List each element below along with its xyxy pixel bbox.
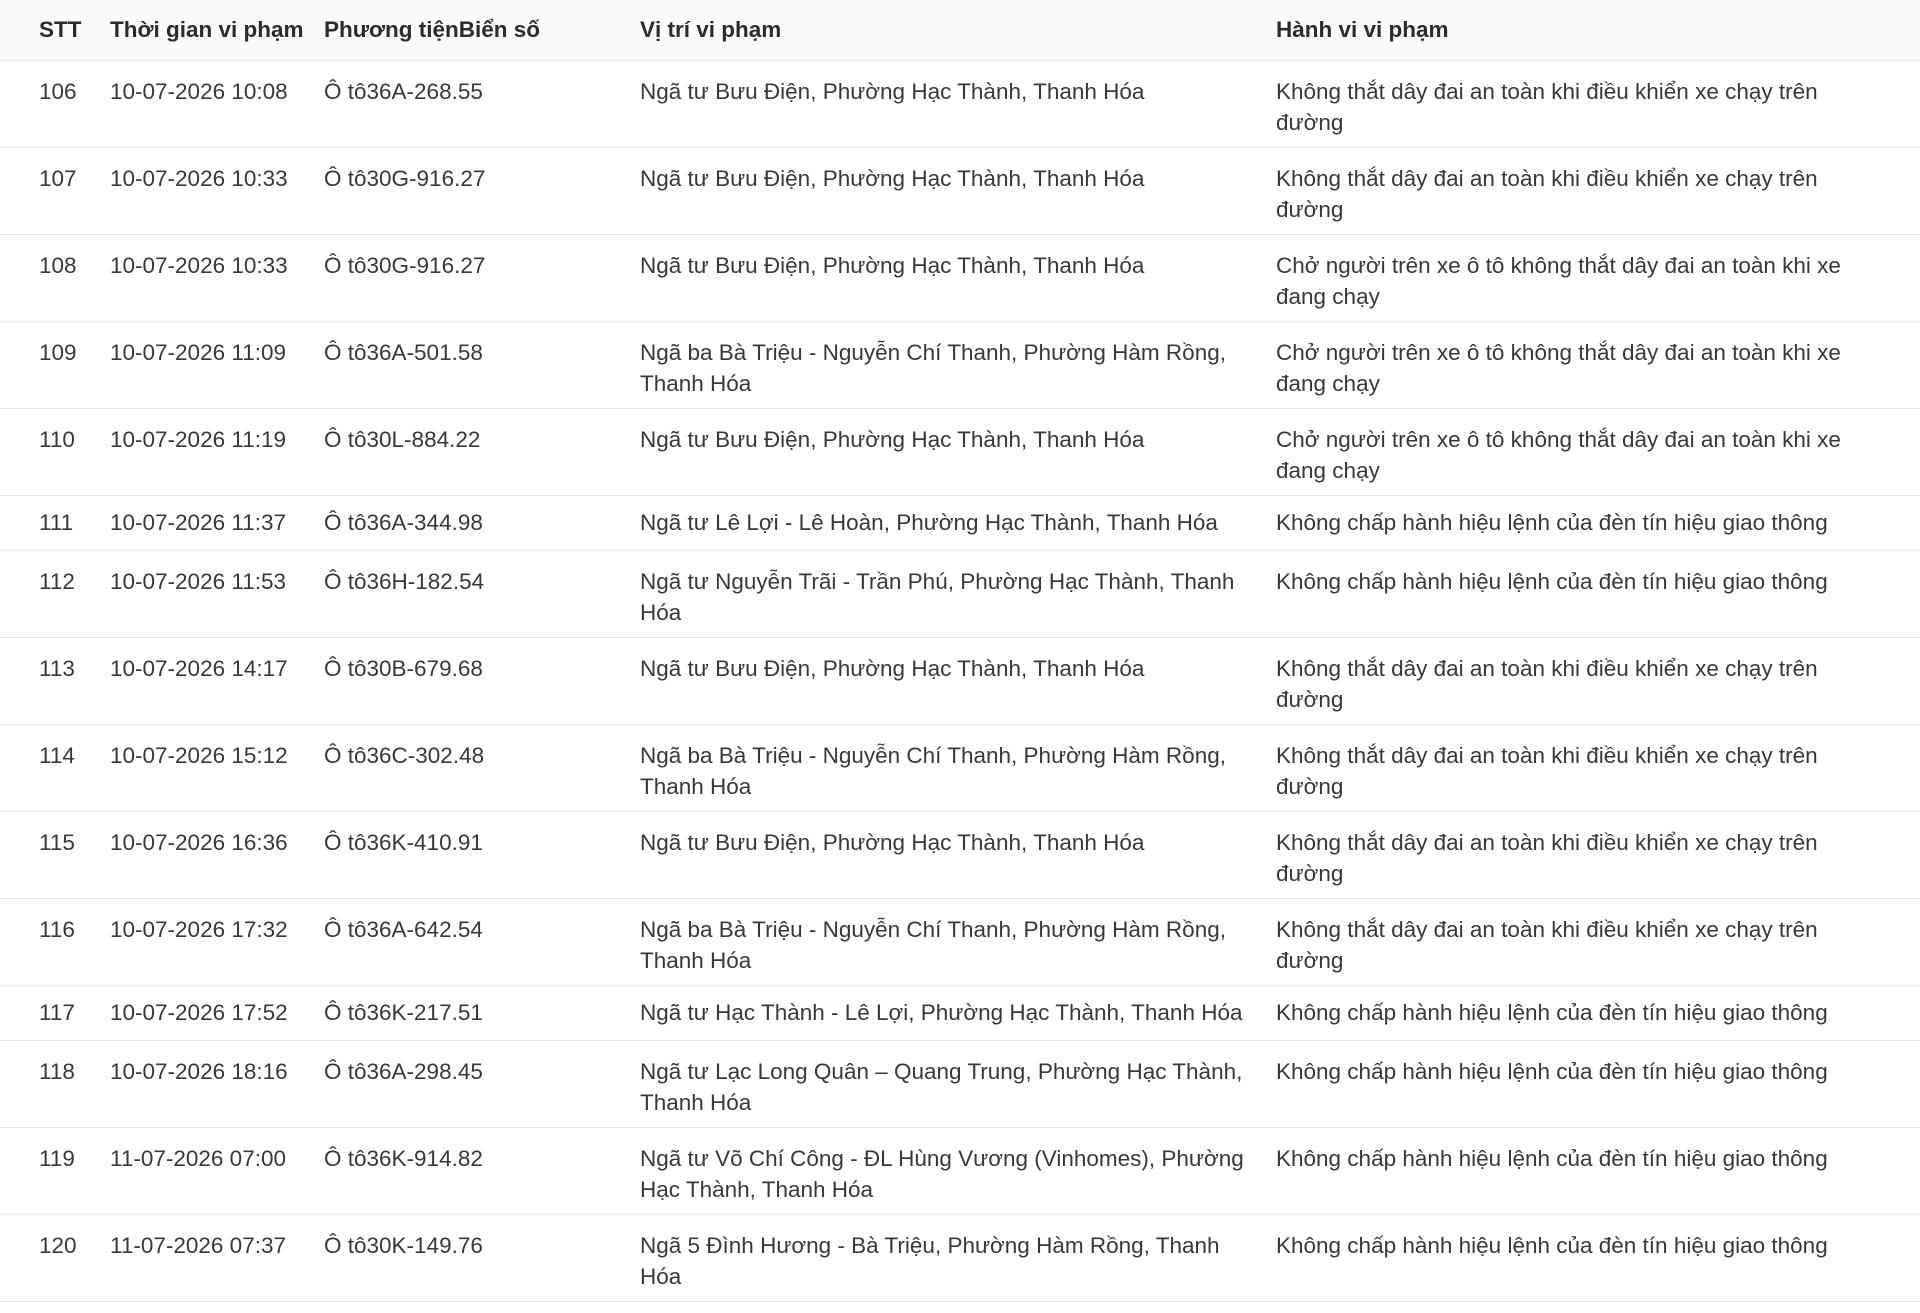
cell-vehicle: Ô tô36A-642.54 <box>324 916 483 942</box>
cell-time: 10-07-2026 10:33 <box>110 252 288 278</box>
cell-violation: Chở người trên xe ô tô không thắt dây đai an toàn khi xe đang chạy <box>1276 339 1841 396</box>
cell-stt: 109 <box>39 339 77 365</box>
cell-stt: 115 <box>39 829 75 855</box>
cell-time: 10-07-2026 15:12 <box>110 742 288 768</box>
table-header <box>0 0 1920 60</box>
cell-vehicle: Ô tô36A-298.45 <box>324 1058 483 1084</box>
table-row[interactable] <box>0 898 1920 985</box>
cell-location: Ngã tư Lạc Long Quân – Quang Trung, Phường Hạc Thành, Thanh Hóa <box>640 1058 1243 1115</box>
cell-violation: Không thắt dây đai an toàn khi điều khiển xe chạy trên đường <box>1276 829 1818 886</box>
cell-stt: 112 <box>39 568 75 594</box>
table-row[interactable] <box>0 811 1920 898</box>
cell-location: Ngã tư Bưu Điện, Phường Hạc Thành, Thanh Hóa <box>640 252 1145 278</box>
cell-vehicle: Ô tô30G-916.27 <box>324 165 486 191</box>
cell-vehicle: Ô tô30L-884.22 <box>324 426 481 452</box>
cell-violation: Chở người trên xe ô tô không thắt dây đai an toàn khi xe đang chạy <box>1276 252 1841 309</box>
cell-stt: 119 <box>39 1145 75 1171</box>
cell-location: Ngã tư Bưu Điện, Phường Hạc Thành, Thanh Hóa <box>640 78 1145 104</box>
cell-location: Ngã tư Bưu Điện, Phường Hạc Thành, Thanh Hóa <box>640 426 1145 452</box>
table-row[interactable] <box>0 321 1920 408</box>
cell-violation: Chở người trên xe ô tô không thắt dây đai an toàn khi xe đang chạy <box>1276 426 1841 483</box>
cell-violation: Không chấp hành hiệu lệnh của đèn tín hiệu giao thông <box>1276 568 1828 594</box>
table-row[interactable] <box>0 408 1920 495</box>
cell-violation: Không chấp hành hiệu lệnh của đèn tín hiệu giao thông <box>1276 999 1828 1025</box>
cell-time: 10-07-2026 11:19 <box>110 426 286 452</box>
table-body <box>0 60 1920 1301</box>
cell-location: Ngã tư Võ Chí Công - ĐL Hùng Vương (Vinhomes), Phường Hạc Thành, Thanh Hóa <box>640 1145 1244 1202</box>
table-row[interactable] <box>0 550 1920 637</box>
cell-time: 10-07-2026 11:37 <box>110 509 286 535</box>
cell-vehicle: Ô tô30G-916.27 <box>324 252 486 278</box>
table-row[interactable] <box>0 1214 1920 1301</box>
cell-time: 11-07-2026 07:00 <box>110 1145 286 1171</box>
cell-location: Ngã ba Bà Triệu - Nguyễn Chí Thanh, Phường Hàm Rồng, Thanh Hóa <box>640 339 1226 396</box>
cell-vehicle: Ô tô36K-914.82 <box>324 1145 483 1171</box>
cell-vehicle: Ô tô36A-268.55 <box>324 78 483 104</box>
table-row[interactable] <box>0 724 1920 811</box>
cell-time: 10-07-2026 17:32 <box>110 916 288 942</box>
header-stt[interactable]: STT <box>39 16 82 42</box>
cell-vehicle: Ô tô36A-344.98 <box>324 509 483 535</box>
cell-violation: Không chấp hành hiệu lệnh của đèn tín hiệu giao thông <box>1276 509 1828 535</box>
cell-location: Ngã tư Lê Lợi - Lê Hoàn, Phường Hạc Thành, Thanh Hóa <box>640 509 1218 535</box>
cell-stt: 106 <box>39 78 77 104</box>
cell-location: Ngã tư Bưu Điện, Phường Hạc Thành, Thanh Hóa <box>640 165 1145 191</box>
cell-stt: 108 <box>39 252 77 278</box>
cell-stt: 116 <box>39 916 75 942</box>
cell-time: 10-07-2026 16:36 <box>110 829 288 855</box>
header-violation[interactable]: Hành vi vi phạm <box>1276 16 1449 42</box>
cell-violation: Không thắt dây đai an toàn khi điều khiển xe chạy trên đường <box>1276 916 1818 973</box>
header-time[interactable]: Thời gian vi phạm <box>110 16 304 42</box>
cell-violation: Không thắt dây đai an toàn khi điều khiển xe chạy trên đường <box>1276 655 1818 712</box>
cell-vehicle: Ô tô30B-679.68 <box>324 655 483 681</box>
cell-stt: 111 <box>39 509 74 535</box>
cell-violation: Không chấp hành hiệu lệnh của đèn tín hiệu giao thông <box>1276 1145 1828 1171</box>
table-row[interactable] <box>0 1040 1920 1127</box>
cell-vehicle: Ô tô36A-501.58 <box>324 339 483 365</box>
table-row[interactable] <box>0 234 1920 321</box>
cell-stt: 107 <box>39 165 77 191</box>
cell-violation: Không chấp hành hiệu lệnh của đèn tín hiệu giao thông <box>1276 1232 1828 1258</box>
cell-stt: 110 <box>39 426 75 452</box>
cell-stt: 118 <box>39 1058 75 1084</box>
cell-location: Ngã tư Hạc Thành - Lê Lợi, Phường Hạc Thành, Thanh Hóa <box>640 999 1243 1025</box>
table-row[interactable] <box>0 495 1920 550</box>
cell-violation: Không thắt dây đai an toàn khi điều khiển xe chạy trên đường <box>1276 165 1818 222</box>
cell-vehicle: Ô tô36H-182.54 <box>324 568 485 594</box>
cell-time: 11-07-2026 07:37 <box>110 1232 286 1258</box>
cell-violation: Không thắt dây đai an toàn khi điều khiển xe chạy trên đường <box>1276 742 1818 799</box>
cell-location: Ngã 5 Đình Hương - Bà Triệu, Phường Hàm Rồng, Thanh Hóa <box>640 1232 1220 1289</box>
cell-time: 10-07-2026 18:16 <box>110 1058 288 1084</box>
cell-vehicle: Ô tô36C-302.48 <box>324 742 485 768</box>
cell-time: 10-07-2026 11:53 <box>110 568 286 594</box>
cell-time: 10-07-2026 10:33 <box>110 165 288 191</box>
table-row[interactable] <box>0 147 1920 234</box>
cell-time: 10-07-2026 11:09 <box>110 339 286 365</box>
table-row[interactable] <box>0 60 1920 147</box>
header-row <box>0 0 1920 60</box>
cell-stt: 117 <box>39 999 75 1025</box>
cell-stt: 114 <box>39 742 75 768</box>
table-row[interactable] <box>0 1127 1920 1214</box>
cell-time: 10-07-2026 10:08 <box>110 78 288 104</box>
cell-stt: 120 <box>39 1232 77 1258</box>
cell-violation: Không chấp hành hiệu lệnh của đèn tín hiệu giao thông <box>1276 1058 1828 1084</box>
cell-location: Ngã tư Bưu Điện, Phường Hạc Thành, Thanh Hóa <box>640 829 1145 855</box>
cell-violation: Không thắt dây đai an toàn khi điều khiển xe chạy trên đường <box>1276 78 1818 135</box>
cell-location: Ngã ba Bà Triệu - Nguyễn Chí Thanh, Phường Hàm Rồng, Thanh Hóa <box>640 742 1226 799</box>
header-vehicle[interactable]: Phương tiệnBiển số <box>324 16 541 42</box>
cell-stt: 113 <box>39 655 75 681</box>
cell-vehicle: Ô tô36K-217.51 <box>324 999 483 1025</box>
cell-vehicle: Ô tô30K-149.76 <box>324 1232 483 1258</box>
cell-time: 10-07-2026 14:17 <box>110 655 288 681</box>
cell-location: Ngã tư Nguyễn Trãi - Trần Phú, Phường Hạc Thành, Thanh Hóa <box>640 568 1235 625</box>
table-row[interactable] <box>0 985 1920 1040</box>
cell-time: 10-07-2026 17:52 <box>110 999 288 1025</box>
table-row[interactable] <box>0 637 1920 724</box>
header-location[interactable]: Vị trí vi phạm <box>640 16 782 42</box>
cell-location: Ngã tư Bưu Điện, Phường Hạc Thành, Thanh Hóa <box>640 655 1145 681</box>
cell-vehicle: Ô tô36K-410.91 <box>324 829 483 855</box>
cell-location: Ngã ba Bà Triệu - Nguyễn Chí Thanh, Phường Hàm Rồng, Thanh Hóa <box>640 916 1226 973</box>
